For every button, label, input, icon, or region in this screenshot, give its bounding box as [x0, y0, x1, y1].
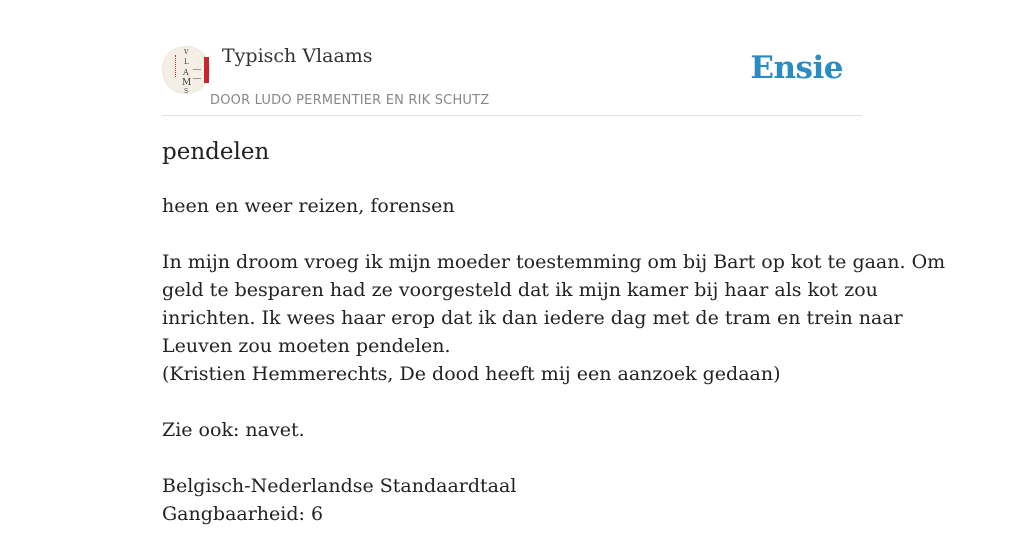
avatar[interactable] [162, 46, 210, 94]
entry-quote [162, 248, 946, 388]
avatar-stripe [204, 57, 209, 83]
entry-definition: heen en weer reizen, forensen [162, 195, 455, 217]
quote-line: Leuven zou moeten pendelen. [162, 335, 451, 357]
site-title[interactable]: Typisch Vlaams [222, 45, 373, 67]
see-also-suffix: . [298, 419, 305, 441]
entry-body [162, 192, 946, 556]
quote-line: inrichten. Ik wees haar erop dat ik dan iedere dag met de tram en trein naar [162, 307, 903, 329]
avatar-letter: V [184, 49, 189, 56]
quote-source: (Kristien Hemmerechts, De dood heeft mij een aanzoek gedaan) [162, 363, 781, 385]
entry-word: pendelen [162, 139, 270, 165]
quote-line: In mijn droom vroeg ik mijn moeder toestemming om bij Bart op kot te gaan. Om [162, 251, 946, 273]
avatar-letter: S [184, 88, 189, 95]
frequency-label: Gangbaarheid: 6 [162, 503, 324, 525]
header [162, 0, 862, 116]
language-label: Belgisch-Nederlandse Standaardtaal [162, 475, 517, 497]
entry-meta [162, 472, 862, 528]
quote-line: geld te besparen had ze voorgesteld dat ik mijn kamer bij haar als kot zou [162, 279, 878, 301]
byline: DOOR LUDO PERMENTIER EN RIK SCHUTZ [210, 93, 490, 108]
avatar-letter: L [184, 58, 189, 66]
avatar-letter: A [183, 68, 189, 77]
see-also-link[interactable]: navet [245, 419, 299, 441]
see-also [162, 416, 862, 444]
avatar-letter: M [182, 78, 192, 88]
avatar-dots [175, 55, 178, 77]
ensie-logo[interactable]: Ensie [750, 50, 843, 86]
see-also-prefix: Zie ook: [162, 419, 246, 441]
avatar-lines [193, 69, 201, 79]
